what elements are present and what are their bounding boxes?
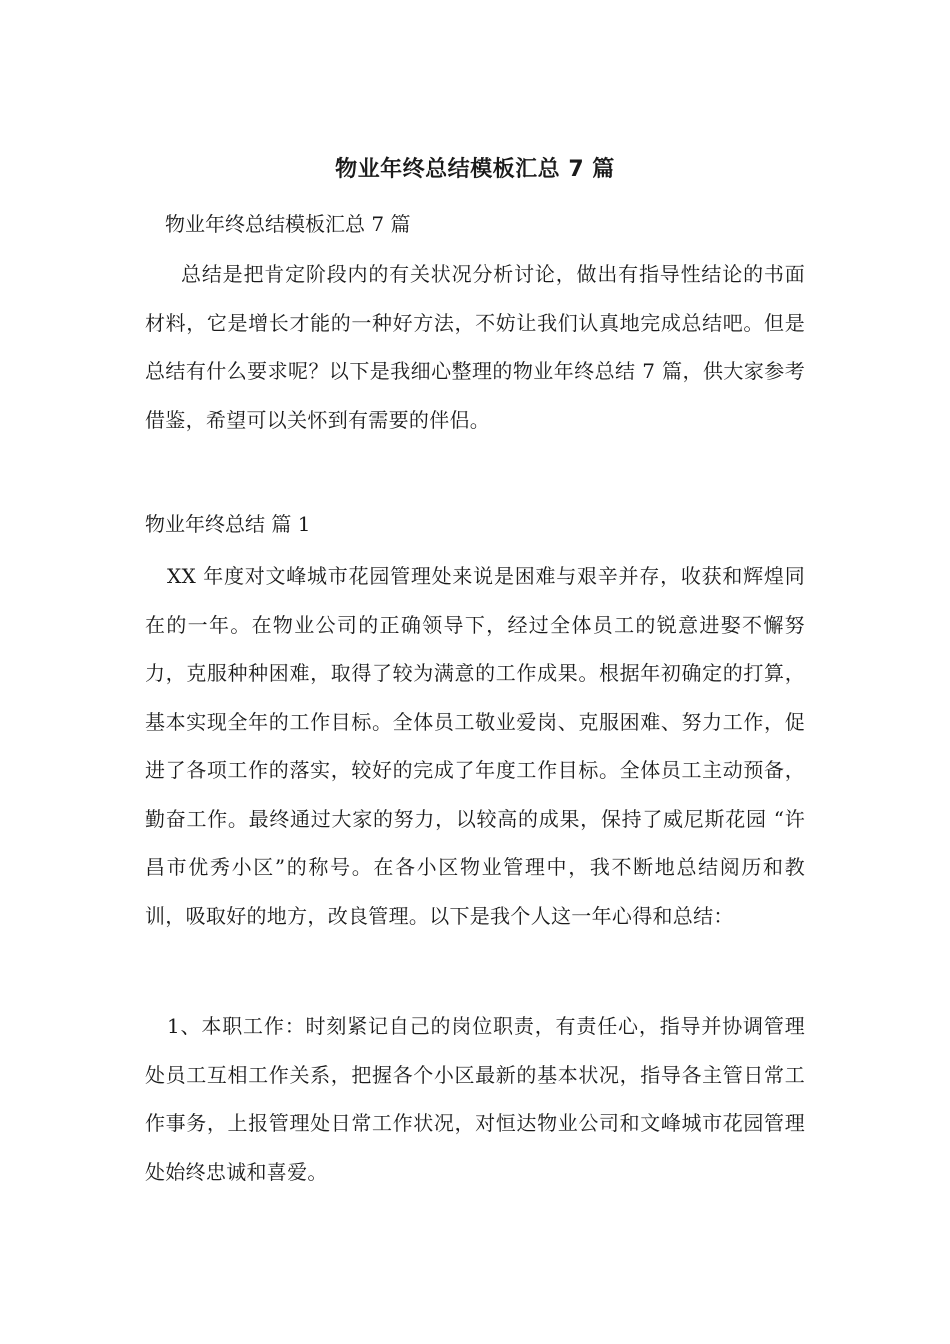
body-paragraph-2: 1、本职工作：时刻紧记自己的岗位职责，有责任心，指导并协调管理处员工互相工作关系，把握各个小区最新的基本状况，指导各主管日常工作事务，上报管理处日常工作状况，对恒达物业公司和文峰城市花园管理处始终忠诚和喜爱。	[145, 1014, 805, 1184]
body-paragraph-1: XX 年度对文峰城市花园管理处来说是困难与艰辛并存，收获和辉煌同在的一年。在物业公司的正确领导下，经过全体员工的锐意进娶不懈努力，克服种种困难，取得了较为满意的工作成果。根据年初确定的打算，基本实现全年的工作目标。全体员工敬业爱岗、克服困难、努力工作，促进了各项工作的落实，较好的完成了年度工作目标。全体员工主动预备，勤奋工作。最终通过大家的努力，以较高的成果，保持了威尼斯花园 “许昌市优秀小区”的称号。在各小区物业管理中，我不断地总结阅历和教训，吸取好的地方，改良管理。以下是我个人这一年心得和总结：	[145, 564, 805, 928]
intro-paragraph: 总结是把肯定阶段内的有关状况分析讨论，做出有指导性结论的书面材料，它是增长才能的一种好方法，不妨让我们认真地完成总结吧。但是总结有什么要求呢？以下是我细心整理的物业年终总结 7 篇，供大家参考借鉴，希望可以关怀到有需要的伴侣。	[145, 262, 805, 432]
document-title: 物业年终总结模板汇总 7 篇	[335, 157, 615, 182]
document-subtitle: 物业年终总结模板汇总 7 篇	[165, 212, 411, 236]
section-heading: 物业年终总结 篇 1	[145, 512, 311, 536]
